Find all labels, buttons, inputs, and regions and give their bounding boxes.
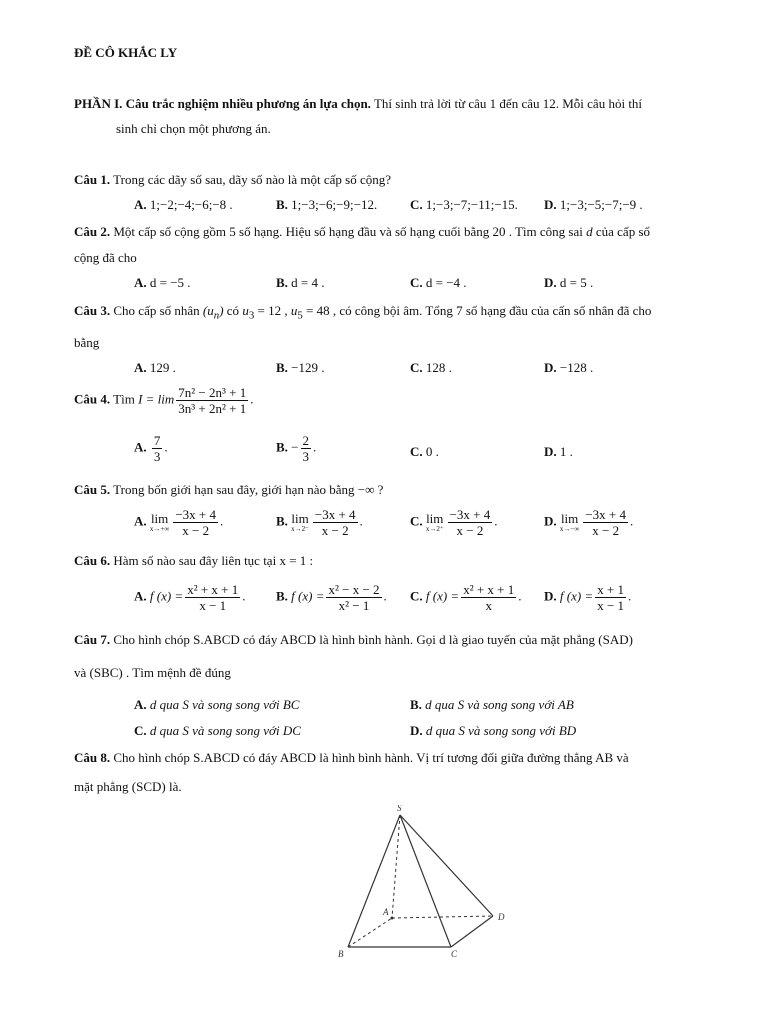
edge-AD [392, 916, 493, 918]
limit-fraction [176, 385, 248, 416]
option-text: d qua S và song song với BC [146, 697, 300, 712]
u3: u [242, 303, 249, 318]
lim-text: lim [426, 510, 444, 526]
q3-option-c[interactable] [410, 360, 452, 376]
option-letter: C. [410, 588, 423, 604]
option-text: d = −4 . [422, 275, 467, 290]
option-letter: A. [134, 360, 147, 375]
label-A: A [383, 907, 389, 917]
question-8-cont: mặt phẳng (SCD) là. [74, 779, 182, 794]
question-7 [74, 632, 633, 648]
fraction-denominator: x − 2 [592, 523, 620, 538]
function-fx: f (x) = [149, 588, 184, 604]
label-B: B [338, 949, 344, 959]
q4-option-d[interactable] [544, 444, 573, 460]
question-7-cont: và (SBC) . Tìm mệnh đề đúng [74, 665, 231, 680]
part1-heading: PHẦN I. Câu trắc nghiệm nhiều phương án lựa chọn. [74, 96, 371, 111]
question-3 [74, 303, 651, 322]
option-letter: C. [410, 360, 423, 375]
fraction-numerator: −3x + 4 [175, 507, 217, 522]
fraction-numerator: x² + x + 1 [463, 582, 515, 597]
question-3-cont: bằng [74, 335, 100, 350]
question-text: Cho hình chóp S.ABCD có đáy ABCD là hình bình hành. Vị trí tương đối giữa đường thẳng AB và [110, 750, 629, 765]
document-title: ĐỀ CÔ KHẮC LY [74, 45, 178, 60]
option-fraction [326, 582, 381, 613]
question-text: Một cấp số cộng gồm 5 số hạng. Hiệu số hạng đầu và số hạng cuối bằng 20 . Tìm công sai [110, 224, 587, 239]
option-letter: D. [544, 360, 557, 375]
label-S: S [397, 805, 402, 813]
q2-option-b[interactable] [276, 275, 325, 291]
question-text: Tìm [110, 391, 139, 407]
option-text: 1;−2;−4;−6;−8 . [146, 197, 233, 212]
part1-instructions [74, 96, 642, 112]
option-fraction [595, 582, 626, 613]
option-letter: A. [134, 513, 147, 529]
option-text: −129 . [287, 360, 325, 375]
q3-option-b[interactable] [276, 360, 325, 376]
option-text: 1;−3;−6;−9;−12. [287, 197, 378, 212]
q6-option-d[interactable]: D. f (x) = $\frac{x + 1}{x - 1}$ . [544, 582, 632, 613]
function-fx: f (x) = [559, 588, 594, 604]
option-fraction [313, 507, 358, 538]
function-fx: f (x) = [291, 588, 325, 604]
question-2-cont: cộng đã cho [74, 250, 137, 265]
question-label: Câu 4. [74, 391, 111, 407]
q1-option-d[interactable] [544, 197, 643, 213]
fraction-numerator: x + 1 [597, 582, 625, 597]
q1-option-c[interactable] [410, 197, 518, 213]
question-text-cont: của cấp số [592, 224, 651, 239]
option-letter: B. [276, 588, 288, 604]
lim-text: lim [291, 510, 309, 526]
question-label: Câu 3. [74, 303, 111, 318]
fraction-numerator: x² − x − 2 [328, 582, 380, 597]
lim-sub: x→2⁻ [291, 524, 309, 533]
question-label: Câu 1. [74, 172, 111, 187]
option-letter: C. [410, 197, 423, 212]
option-text: d = −5 . [146, 275, 191, 290]
q5-option-a[interactable]: A. lim x→+∞ $\frac{-3x + 4}{x - 2}$ . [134, 507, 224, 538]
option-fraction [152, 433, 163, 464]
lim-text: lim [560, 510, 579, 526]
q4-option-c[interactable] [410, 444, 439, 460]
limit [149, 510, 170, 533]
u3-sub: 3 [248, 309, 255, 322]
q2-option-c[interactable] [410, 275, 467, 291]
question-5 [74, 482, 383, 498]
u5: u [290, 303, 298, 318]
option-letter: B. [276, 513, 288, 529]
q2-option-a[interactable] [134, 275, 191, 291]
part1-desc-cont: sinh chỉ chọn một phương án. [116, 121, 271, 136]
q7-option-b[interactable] [410, 697, 574, 713]
option-text: d qua S và song song với BD [422, 723, 577, 738]
q7-option-c[interactable] [134, 723, 301, 739]
q6-option-c[interactable]: C. f (x) = $\frac{\text{x² + x + 1}}{x}$ . [410, 582, 522, 613]
option-letter: A. [134, 588, 147, 604]
option-text: d qua S và song song với AB [421, 697, 574, 712]
q7-option-a[interactable] [134, 697, 299, 713]
option-letter: A. [134, 197, 147, 212]
q1-option-a[interactable] [134, 197, 233, 213]
fraction-denominator: x − 2 [321, 523, 349, 538]
option-text: 128 . [422, 360, 452, 375]
edge-CD [451, 916, 493, 947]
label-C: C [451, 949, 458, 959]
question-text: Cho hình chóp S.ABCD có đáy ABCD là hình bình hành. Gọi d là giao tuyến của mặt phẳng (SAD) [110, 632, 633, 647]
q2-option-d[interactable] [544, 275, 593, 291]
fraction-denominator: 3 [302, 449, 310, 464]
limit [425, 510, 444, 533]
edge-BA [348, 918, 392, 947]
option-text: 1 . [556, 444, 573, 459]
var-d: d [586, 224, 593, 239]
q4-option-b[interactable]: B. − $\frac{2}{3}$ . [276, 433, 317, 464]
question-4: Câu 4. Tìm I = lim $\frac{\text{7n² − 2n³ + 1}}{\text{3n³ + 2n² + 1}}$ . [74, 385, 254, 416]
question-text: có [223, 303, 243, 318]
q3-option-a[interactable] [134, 360, 176, 376]
question-label: Câu 8. [74, 750, 111, 765]
q6-option-a[interactable]: A. f (x) = $\frac{\text{x² + x + 1}}{x - 1}$ . [134, 582, 246, 613]
option-letter: C. [410, 275, 423, 290]
fraction-denominator: x − 1 [199, 598, 227, 613]
question-2 [74, 224, 650, 240]
option-fraction [301, 433, 312, 464]
fraction-numerator: 7n² − 2n³ + 1 [178, 385, 247, 400]
function-fx: f (x) = [425, 588, 460, 604]
fraction-denominator: x − 2 [456, 523, 484, 538]
fraction-numerator: 7 [153, 433, 161, 448]
question-text: Hàm số nào sau đây liên tục tại x = 1 : [110, 553, 314, 568]
fraction-numerator: 2 [302, 433, 310, 448]
option-text: d = 4 . [287, 275, 325, 290]
option-text: 129 . [146, 360, 176, 375]
option-letter: C. [410, 513, 423, 529]
fraction-denominator: x [485, 598, 492, 613]
fraction-numerator: −3x + 4 [314, 507, 356, 522]
fraction-denominator: x − 2 [182, 523, 210, 538]
option-text: 1;−3;−5;−7;−9 . [556, 197, 643, 212]
question-label: Câu 5. [74, 482, 111, 497]
pyramid-figure [330, 805, 520, 965]
u5-sub: 5 [297, 309, 303, 322]
q7-option-d[interactable] [410, 723, 576, 739]
point-A [391, 917, 394, 920]
lim-sub: x→2⁺ [425, 524, 444, 533]
option-fraction [461, 582, 516, 613]
question-text: Cho cấp số nhân [110, 303, 203, 318]
option-letter: A. [134, 275, 147, 290]
option-letter: D. [544, 197, 557, 212]
option-letter: A. [134, 697, 147, 712]
seq-un: $(u_n)$ [202, 303, 224, 322]
option-letter: B. [276, 360, 288, 375]
q5-option-b[interactable]: B. lim x→2⁻ $\frac{-3x + 4}{x - 2}$ . [276, 507, 363, 538]
option-sign: − [287, 439, 299, 455]
option-letter: B. [276, 197, 288, 212]
question-label: Câu 6. [74, 553, 111, 568]
limit-expr: I = lim [138, 391, 175, 407]
option-letter: D. [544, 513, 557, 529]
question-text: Trong bốn giới hạn sau đây, giới hạn nào bằng −∞ ? [110, 482, 384, 497]
q5-option-c[interactable]: C. lim x→2⁺ $\frac{-3x + 4}{x - 2}$ . [410, 507, 498, 538]
option-text: d qua S và song song với DC [146, 723, 301, 738]
option-letter: D. [544, 588, 557, 604]
option-letter: A. [134, 439, 147, 455]
limit [559, 510, 580, 533]
option-fraction [173, 507, 218, 538]
q3-option-d[interactable] [544, 360, 593, 376]
option-letter: D. [544, 444, 557, 459]
edge-SC [400, 815, 451, 947]
question-text: , có công bội âm. Tổng 7 số hạng đầu của cấn số nhân đã cho [329, 303, 652, 318]
question-label: Câu 7. [74, 632, 111, 647]
fraction-denominator: 3 [153, 449, 161, 464]
fraction-numerator: −3x + 4 [449, 507, 491, 522]
question-6 [74, 553, 313, 569]
fraction-denominator: 3n³ + 2n² + 1 [178, 401, 247, 416]
option-text: d = 5 . [556, 275, 594, 290]
option-letter: C. [410, 444, 423, 459]
fraction-denominator: x − 1 [597, 598, 625, 613]
q6-option-b[interactable]: B. f (x) = $\frac{\text{x² − x − 2}}{\text{x² − 1}}$ . [276, 582, 387, 613]
option-letter: B. [276, 439, 288, 455]
lim-sub: x→+∞ [149, 524, 170, 533]
option-letter: B. [410, 697, 422, 712]
fraction-denominator: x² − 1 [338, 598, 370, 613]
lim-text: lim [150, 510, 169, 526]
option-text: 0 . [422, 444, 439, 459]
fraction-numerator: −3x + 4 [585, 507, 627, 522]
option-letter: C. [134, 723, 147, 738]
question-1 [74, 172, 391, 188]
option-text: −128 . [556, 360, 594, 375]
option-fraction [448, 507, 493, 538]
option-fraction [583, 507, 628, 538]
u5-value: = 48 [302, 303, 330, 318]
option-letter: D. [544, 275, 557, 290]
edge-SD [400, 815, 493, 916]
option-fraction [185, 582, 240, 613]
u3-value: = 12 , [254, 303, 291, 318]
question-label: Câu 2. [74, 224, 111, 239]
option-letter: B. [276, 275, 288, 290]
edge-SB [348, 815, 400, 947]
label-D: D [498, 912, 505, 922]
option-letter: D. [410, 723, 423, 738]
fraction-numerator: x² + x + 1 [187, 582, 239, 597]
lim-sub: x→−∞ [559, 524, 580, 533]
q1-option-b[interactable] [276, 197, 377, 213]
part1-desc: Thí sinh trả lời từ câu 1 đến câu 12. Mỗi câu hỏi thí [370, 96, 643, 111]
question-8 [74, 750, 629, 766]
limit [291, 510, 309, 533]
question-text: Trong các dãy số sau, dãy số nào là một cấp số cộng? [110, 172, 392, 187]
edge-SA [392, 815, 400, 918]
option-text: 1;−3;−7;−11;−15. [422, 197, 518, 212]
q4-option-a[interactable]: A. $\frac{7}{3}$ . [134, 433, 168, 464]
q5-option-d[interactable]: D. lim x→−∞ $\frac{-3x + 4}{x - 2}$ . [544, 507, 634, 538]
